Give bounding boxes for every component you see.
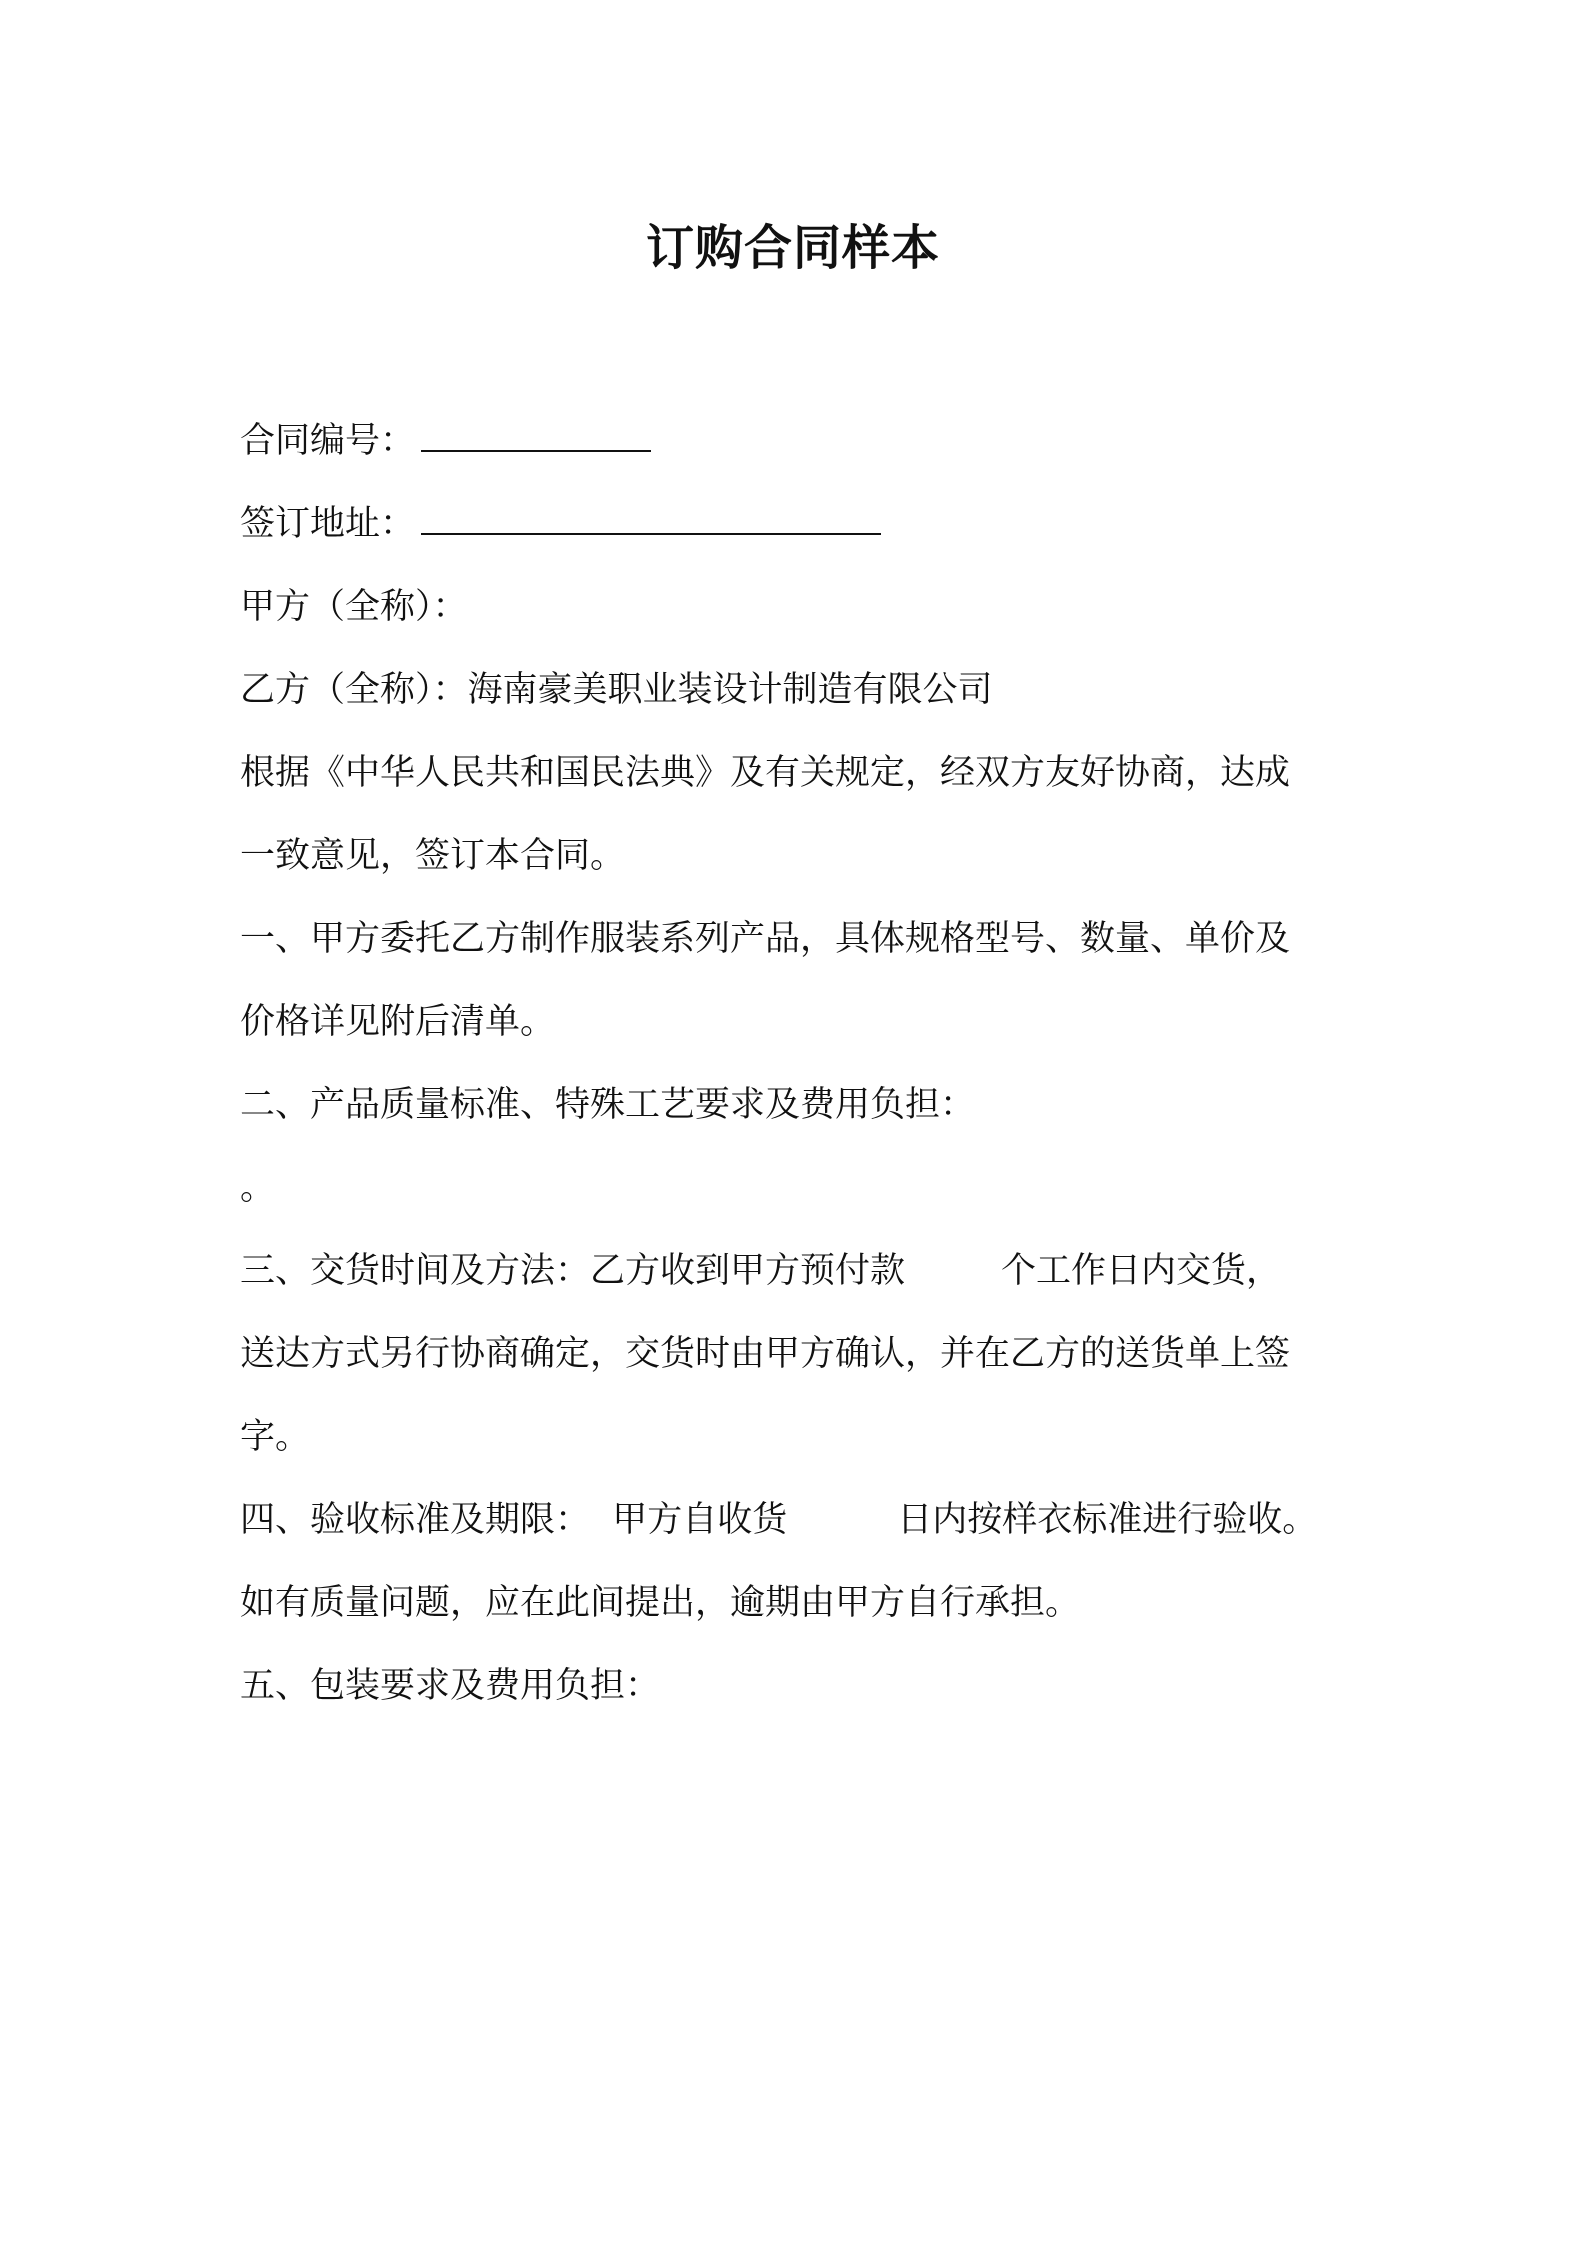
contract-body <box>240 400 1370 1728</box>
clause-2-text-1: 二、产品质量标准、特殊工艺要求及费用负担： <box>240 1085 976 1125</box>
clause-3-text-1b: 个工作日内交货， <box>1001 1251 1282 1291</box>
clause-4-text-2: 如有质量问题，应在此间提出，逾期由甲方自行承担。 <box>240 1583 1081 1623</box>
clause-3-line-2 <box>240 1313 1370 1396</box>
sign-address-blank <box>421 507 881 535</box>
clause-2-line-1 <box>240 1064 1370 1147</box>
contract-number-blank <box>421 424 651 452</box>
party-b-label: 乙方（全称）： <box>240 670 468 710</box>
clause-3-text-1a: 三、交货时间及方法：乙方收到甲方预付款 <box>240 1251 906 1291</box>
sign-address-label: 签订地址： <box>240 504 416 544</box>
clause-1-text-1: 一、甲方委托乙方制作服装系列产品，具体规格型号、数量、单价及 <box>240 919 1291 959</box>
clause-4-line-2 <box>240 1562 1370 1645</box>
clause-3-line-1 <box>240 1230 1370 1313</box>
clause-4-text-1a: 四、验收标准及期限： 甲方自收货 <box>240 1500 788 1540</box>
party-b-value: 海南豪美职业装设计制造有限公司 <box>467 670 993 710</box>
clause-2-line-2 <box>240 1147 1370 1230</box>
contract-number-row <box>240 400 1370 483</box>
party-b-row <box>240 649 1370 732</box>
sign-address-row <box>240 483 1370 566</box>
contract-number-label: 合同编号： <box>240 421 416 461</box>
party-a-row <box>240 566 1370 649</box>
clause-5-text-1: 五、包装要求及费用负担： <box>240 1666 661 1706</box>
clause-3-text-2: 送达方式另行协商确定，交货时由甲方确认，并在乙方的送货单上签 <box>240 1334 1291 1374</box>
clause-1-text-2: 价格详见附后清单。 <box>240 1002 556 1042</box>
intro-text-2: 一致意见，签订本合同。 <box>240 836 626 876</box>
clause-3-line-3 <box>240 1396 1370 1479</box>
clause-4-line-1 <box>240 1479 1370 1562</box>
document-title: 订购合同样本 <box>645 220 940 276</box>
clause-5-line-1 <box>240 1645 1370 1728</box>
party-a-label: 甲方（全称）： <box>240 587 468 627</box>
clause-1-line-1 <box>240 898 1370 981</box>
clause-3-text-3: 字。 <box>240 1417 311 1457</box>
clause-4-text-1b: 日内按样衣标准进行验收。 <box>897 1500 1318 1540</box>
intro-line-2 <box>240 815 1370 898</box>
intro-line-1 <box>240 732 1370 815</box>
intro-text-1: 根据《中华人民共和国民法典》及有关规定，经双方友好协商，达成 <box>240 753 1291 793</box>
clause-2-text-2: 。 <box>240 1168 276 1208</box>
clause-1-line-2 <box>240 981 1370 1064</box>
